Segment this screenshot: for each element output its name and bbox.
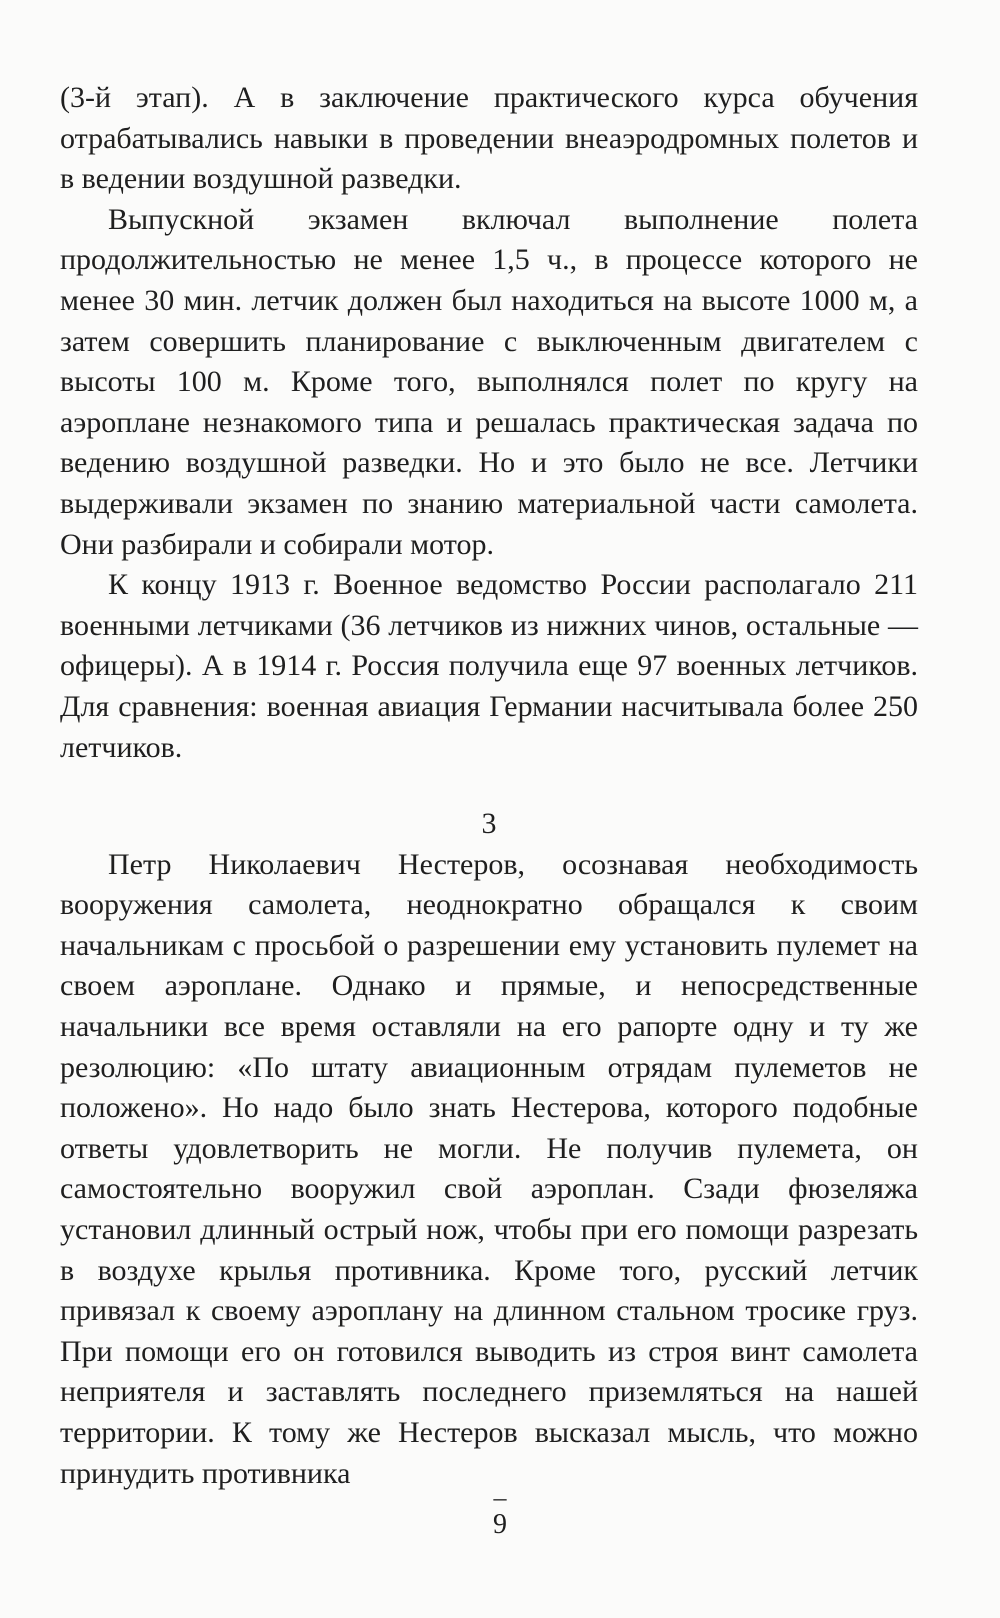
paragraph-continuation: (3-й этап). А в заключение практического курса обучения отрабатывались навыки в проведении внеаэродромных полетов и в ведении воздушной разведки.: [60, 81, 918, 196]
page-footer: [0, 1483, 1000, 1542]
page-body: [60, 78, 918, 1494]
page-number: 9: [493, 1509, 507, 1540]
paragraph-nesterov: Петр Николаевич Нестеров, осознавая необходимость вооружения самолета, неоднократно обращался к своим начальникам с просьбой о разрешении ему установить пулемет на своем аэроплане. Однако и прямые, и непосредственные начальники все время оставляли на его рапорте одну и ту же резолюцию: «По штату авиационным отрядам пулеметов не положено». Но надо было знать Нестерова, которого подобные ответы удовлетворить не могли. Не получив пулемета, он самостоятельно вооружил свой аэроплан. Сзади фюзеляжа установил длинный острый нож, чтобы при его помощи разрезать в воздухе крылья противника. Кроме того, русский летчик привязал к своему аэроплану на длинном стальном тросике груз. При помощи его он готовился выводить из строя винт самолета неприятеля и заставлять последнего приземляться на нашей территории. К тому же Нестеров высказал мысль, что можно принудить противника: [60, 847, 918, 1490]
paragraph-pilot-count: К концу 1913 г. Военное ведомство России располагало 211 военными летчиками (36 летчиков из нижних чинов, остальные — офицеры). А в 1914 г. Россия получила еще 97 военных летчиков. Для сравнения: военная авиация Германии насчитывала более 250 летчиков.: [60, 568, 918, 764]
paragraph-final-exam: Выпускной экзамен включал выполнение полета продолжительностью не менее 1,5 ч., в процессе которого не менее 30 мин. летчик должен был находиться на высоте 1000 м, а затем совершить планирование с выключенным двигателем с высоты 100 м. Кроме того, выполнялся полет по кругу на аэроплане незнакомого типа и решалась практическая задача по ведению воздушной разведки. Но и это было не все. Летчики выдерживали экзамен по знанию материальной части самолета. Они разбирали и собирали мотор.: [60, 202, 918, 561]
section-number: 3: [481, 807, 497, 841]
footer-dash: –: [493, 1483, 507, 1512]
